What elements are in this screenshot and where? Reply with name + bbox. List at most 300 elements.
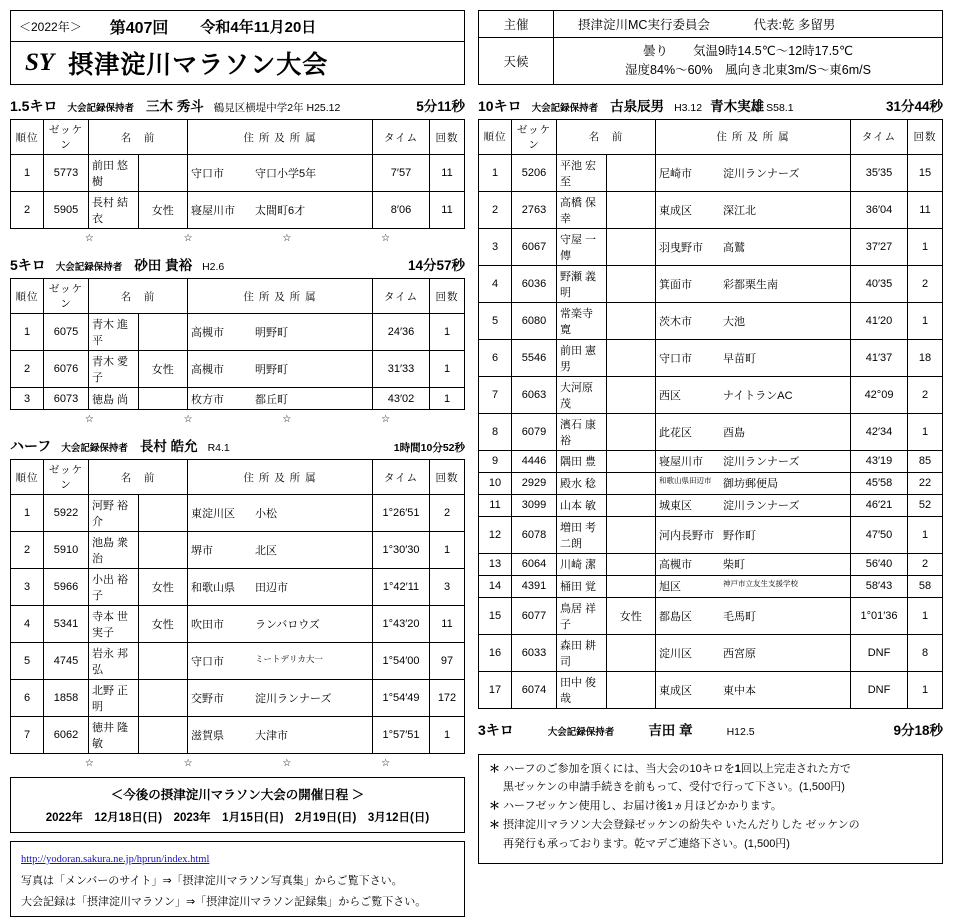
col-bib: ゼッケン <box>512 119 557 154</box>
col-address: 住 所 及 所 属 <box>188 120 373 155</box>
cell-sex <box>606 265 656 302</box>
cell-name: 北野 正明 <box>89 680 139 717</box>
cell-sex <box>606 154 656 191</box>
record-time: 14分57秒 <box>407 258 465 273</box>
cell-address-affil: 太間町6才 <box>255 205 306 217</box>
table-row <box>11 532 465 569</box>
cell-name: 徳島 尚 <box>89 388 139 410</box>
cell-address-city: 都島区 <box>659 610 692 623</box>
cell-address-affil: 酉島 <box>723 426 745 439</box>
section-header-5km <box>10 254 465 275</box>
cell-address-city: 東成区 <box>659 684 692 697</box>
cell-count: 1 <box>908 671 943 708</box>
table-row <box>479 597 943 634</box>
cell-rank: 3 <box>11 388 44 410</box>
cell-address-city: 和歌山県 <box>191 582 235 594</box>
event-info-table <box>478 10 943 85</box>
cell-address <box>656 553 851 575</box>
cell-address-affil: 神戸市立友生支援学校 <box>723 579 798 588</box>
table-row <box>479 302 943 339</box>
cell-bib: 4745 <box>44 643 89 680</box>
record-holder-note: H2.6 <box>202 261 225 273</box>
table-row <box>479 472 943 494</box>
cell-count: 18 <box>908 339 943 376</box>
cell-address-city: 城東区 <box>659 500 692 512</box>
cell-time: 58′43 <box>851 575 908 597</box>
cell-name: 隅田 豊 <box>557 450 607 472</box>
title-row-bottom <box>11 42 464 84</box>
table-body <box>11 314 465 410</box>
photo-note: 写真は「メンバーのサイト」⇒「摂津淀川マラソン写真集」からご覧下さい。 <box>21 875 403 887</box>
cell-name: 平池 宏至 <box>557 154 607 191</box>
table-row <box>479 516 943 553</box>
col-rank: 順位 <box>11 460 44 495</box>
cell-address-affil: 御坊郵便局 <box>723 478 778 490</box>
record-holder-note: 鶴見区横堤中学2年 H25.12 <box>213 102 341 114</box>
cell-sex <box>606 575 656 597</box>
cell-bib: 6077 <box>512 597 557 634</box>
table-row <box>479 553 943 575</box>
table-row <box>11 495 465 532</box>
cell-sex <box>606 553 656 575</box>
cell-rank: 15 <box>479 597 512 634</box>
cell-name: 守屋 一傳 <box>557 228 607 265</box>
cell-address-affil: 淀川ランナーズ <box>723 456 800 468</box>
right-column <box>478 10 943 864</box>
record-time: 31分44秒 <box>885 98 943 114</box>
cell-address <box>656 228 851 265</box>
cell-address-affil: 淀川ランナーズ <box>255 693 332 705</box>
cell-rank: 11 <box>479 494 512 516</box>
cell-address <box>656 154 851 191</box>
record-time: 9分18秒 <box>893 722 943 738</box>
cell-rank: 6 <box>479 339 512 376</box>
cell-time: 35′35 <box>851 154 908 191</box>
cell-bib: 6078 <box>512 516 557 553</box>
cell-address <box>656 472 851 494</box>
cell-address <box>656 494 851 516</box>
cell-address-affil: ランバロウズ <box>255 619 320 631</box>
col-name: 名 前 <box>557 119 656 154</box>
cell-address-affil: ナイトランAC <box>723 389 793 402</box>
cell-bib: 2929 <box>512 472 557 494</box>
cell-count: 1 <box>430 532 465 569</box>
cell-time: 1°54′00 <box>373 643 430 680</box>
cell-address <box>188 314 373 351</box>
cell-sex <box>606 302 656 339</box>
col-rank: 順位 <box>11 120 44 155</box>
record-holder-label: 大会記録保持者 <box>61 443 128 454</box>
cell-bib: 4391 <box>512 575 557 597</box>
cell-address-city: 旭区 <box>659 581 681 593</box>
asterisk-icon: ＊ <box>489 819 500 832</box>
cell-bib: 5341 <box>44 606 89 643</box>
table-row <box>11 680 465 717</box>
cell-name: 前田 憲男 <box>557 339 607 376</box>
cell-bib: 6076 <box>44 351 89 388</box>
record-holder-label: 大会記録保持者 <box>531 102 599 114</box>
cell-rank: 3 <box>11 569 44 606</box>
asterisk-icon: ＊ <box>489 762 500 775</box>
cell-name: 大河原 茂 <box>557 376 607 413</box>
website-link[interactable]: http://yodoran.sakura.ne.jp/hprun/index.html <box>21 854 210 865</box>
cell-count: 1 <box>430 314 465 351</box>
cell-name: 寺本 世実子 <box>89 606 139 643</box>
cell-count: 2 <box>908 265 943 302</box>
table-row <box>479 450 943 472</box>
cell-address-city: 茨木市 <box>659 315 692 328</box>
cell-time: 41′37 <box>851 339 908 376</box>
cell-address-city: 枚方市 <box>191 393 224 406</box>
cell-sex: 女性 <box>138 192 188 229</box>
cell-time: 45′58 <box>851 472 908 494</box>
cell-name: 森田 耕司 <box>557 634 607 671</box>
cell-bib: 5922 <box>44 495 89 532</box>
table-row <box>479 265 943 302</box>
cell-count: 11 <box>908 191 943 228</box>
col-address: 住 所 及 所 属 <box>188 279 373 314</box>
cell-sex: 女性 <box>138 351 188 388</box>
cell-address-affil: 野作町 <box>723 529 756 542</box>
cell-address-city: 羽曳野市 <box>659 241 703 254</box>
cell-rank: 12 <box>479 516 512 553</box>
cell-rank: 17 <box>479 671 512 708</box>
cell-count: 1 <box>430 351 465 388</box>
table-row <box>479 376 943 413</box>
schedule-box <box>10 777 465 833</box>
note-item <box>489 818 932 834</box>
cell-address-city: 箕面市 <box>659 278 692 291</box>
cell-address-city: 西区 <box>659 389 681 402</box>
cell-address <box>656 597 851 634</box>
col-bib: ゼッケン <box>44 460 89 495</box>
cell-address-city: 堺市 <box>191 545 213 557</box>
cell-name: 前田 悠樹 <box>89 155 139 192</box>
cell-address-city: 守口市 <box>191 168 224 180</box>
cell-address <box>188 569 373 606</box>
cell-name: 長村 結衣 <box>89 192 139 229</box>
cell-name: 徳井 隆敏 <box>89 717 139 754</box>
cell-rank: 14 <box>479 575 512 597</box>
cell-address-city: 高槻市 <box>659 559 692 571</box>
cell-time: 1°30′30 <box>373 532 430 569</box>
record-holder-name: 三木 秀斗 <box>145 99 204 114</box>
col-bib: ゼッケン <box>44 120 89 155</box>
cell-address-affil: 小松 <box>255 508 277 520</box>
cell-sex <box>138 680 188 717</box>
cell-count: 1 <box>908 413 943 450</box>
table-row <box>11 717 465 754</box>
weather-line-1: 曇り 気温9時14.5℃〜12時17.5℃ <box>642 44 854 58</box>
table-row <box>11 351 465 388</box>
cell-time: 1°42′11 <box>373 569 430 606</box>
table-row <box>11 192 465 229</box>
cell-sex <box>606 413 656 450</box>
cell-time: 31′33 <box>373 351 430 388</box>
table-row <box>11 606 465 643</box>
cell-bib: 6067 <box>512 228 557 265</box>
cell-address-city: 東淀川区 <box>191 508 235 520</box>
record-holder-note: H3.12 <box>674 101 703 114</box>
cell-count: 1 <box>908 597 943 634</box>
cell-time: 46′21 <box>851 494 908 516</box>
cell-time: 1°43′20 <box>373 606 430 643</box>
cell-address <box>656 450 851 472</box>
cell-name: 野瀬 義明 <box>557 265 607 302</box>
cell-address <box>188 717 373 754</box>
cell-address-city: 守口市 <box>659 352 692 365</box>
sponsor-value: 摂津淀川MC実行委員会 <box>578 18 710 32</box>
cell-rank: 5 <box>479 302 512 339</box>
section-distance: ハーフ <box>10 438 52 454</box>
cell-rank: 2 <box>11 532 44 569</box>
cell-sex <box>606 376 656 413</box>
cell-time: 47′50 <box>851 516 908 553</box>
cell-bib: 3099 <box>512 494 557 516</box>
note-emphasis: 1 <box>734 762 741 775</box>
asterisk-icon: ＊ <box>489 800 500 813</box>
cell-count: 22 <box>908 472 943 494</box>
cell-bib: 5206 <box>512 154 557 191</box>
table-header-row <box>479 119 943 154</box>
sponsor-cell <box>554 11 943 38</box>
note-item <box>489 799 932 815</box>
sponsor-label: 主催 <box>479 11 554 38</box>
cell-address-city: 滋賀県 <box>191 730 224 742</box>
cell-bib: 5966 <box>44 569 89 606</box>
record-holder-name: 長村 皓允 <box>139 439 198 454</box>
cell-count: 1 <box>430 388 465 410</box>
cell-address-affil: 明野町 <box>255 364 288 376</box>
cell-time: 40′35 <box>851 265 908 302</box>
cell-time: DNF <box>851 634 908 671</box>
cell-bib: 6073 <box>44 388 89 410</box>
cell-address <box>188 155 373 192</box>
cell-address-city: 河内長野市 <box>659 529 714 542</box>
cell-address-affil: 明野町 <box>255 327 288 339</box>
cell-address <box>656 671 851 708</box>
cell-bib: 6074 <box>512 671 557 708</box>
cell-address-affil: 毛馬町 <box>723 610 756 623</box>
cell-address-city: 高槻市 <box>191 327 224 339</box>
record-time: 1時間10分52秒 <box>393 442 465 454</box>
schedule-dates: 2022年 12月18日(日) 2023年 1月15日(日) 2月19日(日) 3月12日(日) <box>45 812 430 824</box>
cell-sex <box>606 450 656 472</box>
cell-address-affil: 大津市 <box>255 730 288 742</box>
cell-bib: 6079 <box>512 413 557 450</box>
cell-count: 15 <box>908 154 943 191</box>
cell-address-affil: 彩都栗生南 <box>723 278 778 291</box>
cell-address-affil: 大池 <box>723 315 745 328</box>
cell-address-affil: ミートデリカ大一 <box>255 654 323 664</box>
section-header-1-5km <box>10 95 465 116</box>
table-row <box>11 314 465 351</box>
cell-rank: 2 <box>11 192 44 229</box>
cell-name: 山本 敏 <box>557 494 607 516</box>
cell-time: 42°09 <box>851 376 908 413</box>
cell-rank: 1 <box>11 155 44 192</box>
cell-rank: 8 <box>479 413 512 450</box>
cell-address-affil: 淀川ランナーズ <box>723 500 800 512</box>
cell-name: 殿水 稔 <box>557 472 607 494</box>
cell-bib: 5546 <box>512 339 557 376</box>
section-distance: 1.5キロ <box>10 98 58 114</box>
cell-name: 高橋 保幸 <box>557 191 607 228</box>
cell-address <box>188 495 373 532</box>
note-item-continuation: 再発行も承っております。乾マデご連絡下さい。(1,500円) <box>503 838 790 851</box>
cell-name: 桶田 覚 <box>557 575 607 597</box>
record-holder-note: H12.5 <box>726 725 755 738</box>
cell-address-affil: 都丘町 <box>255 393 288 406</box>
col-time: タイム <box>851 119 908 154</box>
cell-bib: 6062 <box>44 717 89 754</box>
col-rank: 順位 <box>11 279 44 314</box>
cell-count: 97 <box>430 643 465 680</box>
cell-name: 小出 裕子 <box>89 569 139 606</box>
cell-address-city: 和歌山県田辺市 <box>659 476 712 485</box>
cell-count: 1 <box>908 228 943 265</box>
record-holder-name: 吉田 章 <box>648 722 693 738</box>
cell-sex <box>138 495 188 532</box>
col-bib: ゼッケン <box>44 279 89 314</box>
table-body <box>479 154 943 708</box>
cell-count: 8 <box>908 634 943 671</box>
weather-cell <box>554 38 943 85</box>
cell-bib: 5910 <box>44 532 89 569</box>
cell-time: 41′20 <box>851 302 908 339</box>
cell-address-affil: 柴町 <box>723 559 745 571</box>
cell-time: 7′57 <box>373 155 430 192</box>
col-count: 回数 <box>430 279 465 314</box>
cell-sex <box>138 717 188 754</box>
record-holder-label: 大会記録保持者 <box>547 726 615 738</box>
col-address: 住 所 及 所 属 <box>188 460 373 495</box>
record-holder-name: 古泉辰男 <box>610 98 665 114</box>
cell-rank: 7 <box>11 717 44 754</box>
cell-time: 42′34 <box>851 413 908 450</box>
cell-address-city: 尼崎市 <box>659 167 692 180</box>
cell-name: 岩永 邦弘 <box>89 643 139 680</box>
edition-number: 第407回 <box>109 19 169 37</box>
links-box <box>10 841 465 917</box>
cell-time: 43′02 <box>373 388 430 410</box>
cell-rank: 1 <box>11 314 44 351</box>
cell-address <box>188 680 373 717</box>
cell-address <box>656 575 851 597</box>
table-row <box>11 388 465 410</box>
cell-count: 85 <box>908 450 943 472</box>
note-text: ハーフのご参加を頂くには、当大会の10キロを <box>503 762 735 775</box>
cell-time: 1°01′36 <box>851 597 908 634</box>
cell-sex: 女性 <box>606 597 656 634</box>
cell-address <box>656 516 851 553</box>
cell-count: 1 <box>430 717 465 754</box>
cell-address-affil: 東中本 <box>723 684 756 697</box>
cell-rank: 4 <box>479 265 512 302</box>
cell-name: 鳥居 祥子 <box>557 597 607 634</box>
cell-time: 43′19 <box>851 450 908 472</box>
cell-address <box>656 634 851 671</box>
note-item-continuation: 黒ゼッケンの申請手続きを前もって、受付で行って下さい。(1,500円) <box>503 781 845 794</box>
cell-address-affil: 淀川ランナーズ <box>723 167 800 180</box>
cell-rank: 1 <box>11 495 44 532</box>
representative: 代表:乾 多留男 <box>753 18 836 32</box>
cell-address-city: 淀川区 <box>659 647 692 660</box>
cell-count: 11 <box>430 606 465 643</box>
records-note: 大会記録は「摂津淀川マラソン」⇒「摂津淀川マラソン記録集」からご覧下さい。 <box>21 896 427 908</box>
col-rank: 順位 <box>479 119 512 154</box>
results-table-5km <box>10 278 465 410</box>
cell-time: 1°54′49 <box>373 680 430 717</box>
cell-sex <box>606 228 656 265</box>
cell-address-city: 寝屋川市 <box>191 205 235 217</box>
cell-time: DNF <box>851 671 908 708</box>
weather-label: 天候 <box>479 38 554 85</box>
cell-sex <box>138 388 188 410</box>
table-header-row <box>11 120 465 155</box>
note-text: ハーフゼッケン使用し、お届け後1ヵ月ほどかかります。 <box>503 800 782 813</box>
cell-count: 172 <box>430 680 465 717</box>
cell-sex <box>606 671 656 708</box>
section-header-3km <box>478 719 943 740</box>
cell-address-city: 東成区 <box>659 204 692 217</box>
results-table-10km <box>478 119 943 709</box>
section-header-half <box>10 435 465 456</box>
note-text-cont: 回以上完走された方で <box>740 762 851 775</box>
cell-name: 田中 俊哉 <box>557 671 607 708</box>
cell-sex <box>606 516 656 553</box>
col-name: 名 前 <box>89 279 188 314</box>
cell-name: 濱石 康裕 <box>557 413 607 450</box>
table-header-row <box>11 460 465 495</box>
cell-address-city: 吹田市 <box>191 619 224 631</box>
cell-bib: 6063 <box>512 376 557 413</box>
cell-address <box>656 265 851 302</box>
cell-rank: 4 <box>11 606 44 643</box>
note-text: 摂津淀川マラソン大会登録ゼッケンの紛失や いたんだりした ゼッケンの <box>503 819 860 832</box>
section-distance: 3キロ <box>478 721 514 738</box>
table-body <box>11 155 465 229</box>
event-date: 令和4年11月20日 <box>200 18 317 36</box>
results-table-1-5km <box>10 119 465 229</box>
cell-address-city: 守口市 <box>191 656 224 668</box>
cell-address <box>188 388 373 410</box>
page-title: 摂津淀川マラソン大会 <box>68 51 329 79</box>
cell-sex <box>606 472 656 494</box>
cell-name: 河野 裕介 <box>89 495 139 532</box>
cell-address <box>656 302 851 339</box>
table-row <box>479 634 943 671</box>
table-row <box>479 575 943 597</box>
col-count: 回数 <box>430 120 465 155</box>
cell-count: 11 <box>430 192 465 229</box>
star-divider: ☆ ☆ ☆ ☆ <box>84 414 391 425</box>
cell-rank: 10 <box>479 472 512 494</box>
cell-count: 58 <box>908 575 943 597</box>
star-divider: ☆ ☆ ☆ ☆ <box>84 233 391 244</box>
cell-sex <box>606 339 656 376</box>
cell-address-city: 寝屋川市 <box>659 456 703 468</box>
cell-count: 1 <box>908 516 943 553</box>
cell-bib: 6033 <box>512 634 557 671</box>
record-holder-note: R4.1 <box>207 442 230 454</box>
sy-logo: SY <box>25 49 55 76</box>
year-label: ＜2022年＞ <box>19 19 82 34</box>
cell-rank: 9 <box>479 450 512 472</box>
col-time: タイム <box>373 120 430 155</box>
cell-time: 37′27 <box>851 228 908 265</box>
record-holder-note-2: S58.1 <box>766 101 794 114</box>
